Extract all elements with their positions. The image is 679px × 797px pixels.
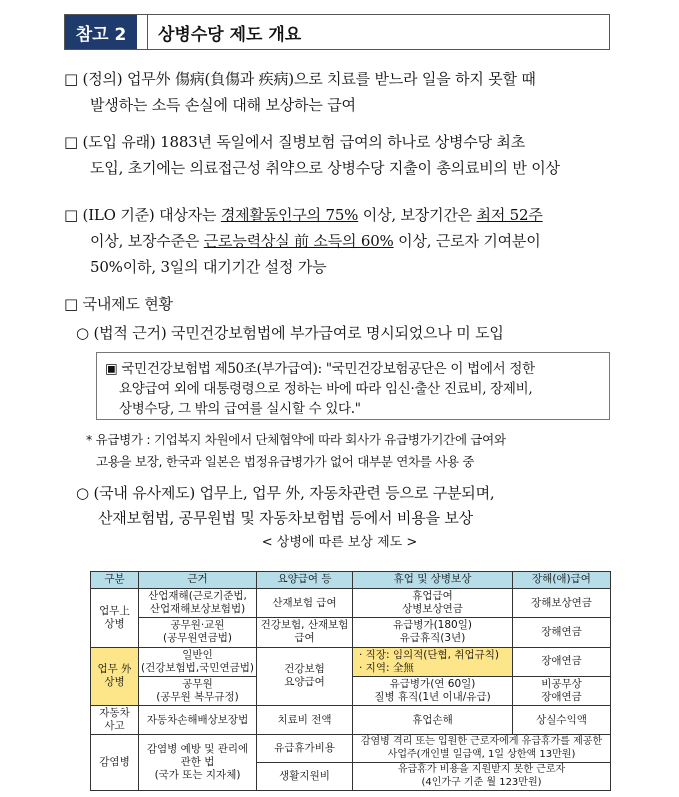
paid-leave-note-2: 고용을 보장, 한국과 일본은 법정유급병가가 없어 대부분 연차를 사용 중 [96,454,475,469]
ilo-duration: 최저 52주 [476,206,543,224]
table-row: 생활지원비 유급휴가 비용을 지원받지 못한 근로자 (4인가구 기준 월 123만원) [91,763,611,791]
paid-leave-note-1: * 유급병가 : 기업복지 차원에서 단체협약에 따라 회사가 유급병가기간에 급여와 [86,432,506,447]
compensation-table [90,571,611,791]
domestic-similar-line-2: 산재보험법, 공무원법 및 자동차보험법 등에서 비용을 보상 [98,509,473,527]
section-title-bar [64,14,610,50]
law-quote-box [96,352,610,420]
table-row: 공무원·교원 (공무원연금법) 건강보험, 산재보험 급여 유급병가(180일) 유급휴직(3년) 장해연금 [91,618,611,647]
group-work-related: 업무上 상병 [91,589,139,648]
law-quote-line-1: ▣ 국민건강보험법 제50조(부가급여): "국민건강보험공단은 이 법에서 정한 [105,361,535,377]
law-quote-line-3: 상병수당, 그 밖의 급여를 실시할 수 있다." [119,401,361,417]
definition-line-2: 발생하는 소득 손실에 대해 보상하는 급여 [90,96,356,114]
group-auto-accident: 자동차 사고 [91,706,139,735]
non-work-leave-cell: · 직장: 임의적(단협, 취업규칙) · 지역: 全無 [353,647,513,676]
table-row: 감염병 감염병 예방 및 관리에 관한 법 (국가 또는 지자체) 유급휴가비용 감염병 격리 또는 입원한 근로자에게 유급휴가를 제공한 사업주(개인별 일급액, 1일 상한액 13만원) [91,735,611,763]
origin-line-1: □ (도입 유래) 1883년 독일에서 질병보험 급여의 하나로 상병수당 최초 [64,133,526,151]
ilo-line-2: 이상, 보장수준은 근로능력상실 前 소득의 60% 이상, 근로자 기여분이 [90,232,541,250]
law-quote-line-2: 요양급여 외에 대통령령으로 정하는 바에 따라 임신·출산 진료비, 장제비, [119,381,533,397]
domestic-similar-line-1: ○ (국내 유사제도) 업무上, 업무 外, 자동차관련 등으로 구분되며, [76,484,495,502]
header-care: 요양급여 등 [257,572,353,589]
ilo-coverage: 경제활동인구의 75% [220,206,359,224]
table-header-row [91,572,611,589]
table-caption: < 상병에 따른 보상 제도 > [261,535,418,550]
legal-basis-line: ○ (법적 근거) 국민건강보험법에 부가급여로 명시되었으나 미 도입 [76,324,504,342]
ilo-level: 근로능력상실 前 소득의 60% [203,232,394,250]
table-row: 업무 外 상병 일반인 (건강보험법,국민연금법) 건강보험 요양급여 · 직장: 임의적(단협, 취업규칙) · 지역: 全無 장애연금 [91,647,611,676]
table-row: 자동차 사고 자동차손해배상보장법 치료비 전액 휴업손해 상실수익액 [91,706,611,735]
header-category: 구분 [91,572,139,589]
definition-line-1: □ (정의) 업무外 傷病(負傷과 疾病)으로 치료를 받느라 일을 하지 못할 때 [64,70,536,88]
header-leave: 휴업 및 상병보상 [353,572,513,589]
section-title: 상병수당 제도 개요 [147,15,609,49]
group-infectious-disease: 감염병 [91,735,139,791]
header-basis: 근거 [139,572,257,589]
origin-line-2: 도입, 초기에는 의료접근성 취약으로 상병수당 지출이 총의료비의 반 이상 [90,159,560,177]
domestic-heading: □ 국내제도 현황 [64,295,173,313]
group-non-work: 업무 外 상병 [91,647,139,706]
ilo-line-3: 50%이하, 3일의 대기기간 설정 가능 [90,258,327,276]
table-row: 업무上 상병 산업재해(근로기준법, 산업재해보상보험법) 산재보험 급여 휴업급여 상병보상연금 장해보상연금 [91,589,611,618]
reference-badge: 참고 2 [65,15,137,49]
table-row: 공무원 (공무원 복무규정) 유급병가(연 60일) 질병 휴직(1년 이내/유급) 비공무상 장애연금 [91,676,611,705]
header-disability: 장해(애)급여 [513,572,611,589]
ilo-line-1: □ (ILO 기준) 대상자는 경제활동인구의 75% 이상, 보장기간은 최저 52주 [64,206,543,224]
